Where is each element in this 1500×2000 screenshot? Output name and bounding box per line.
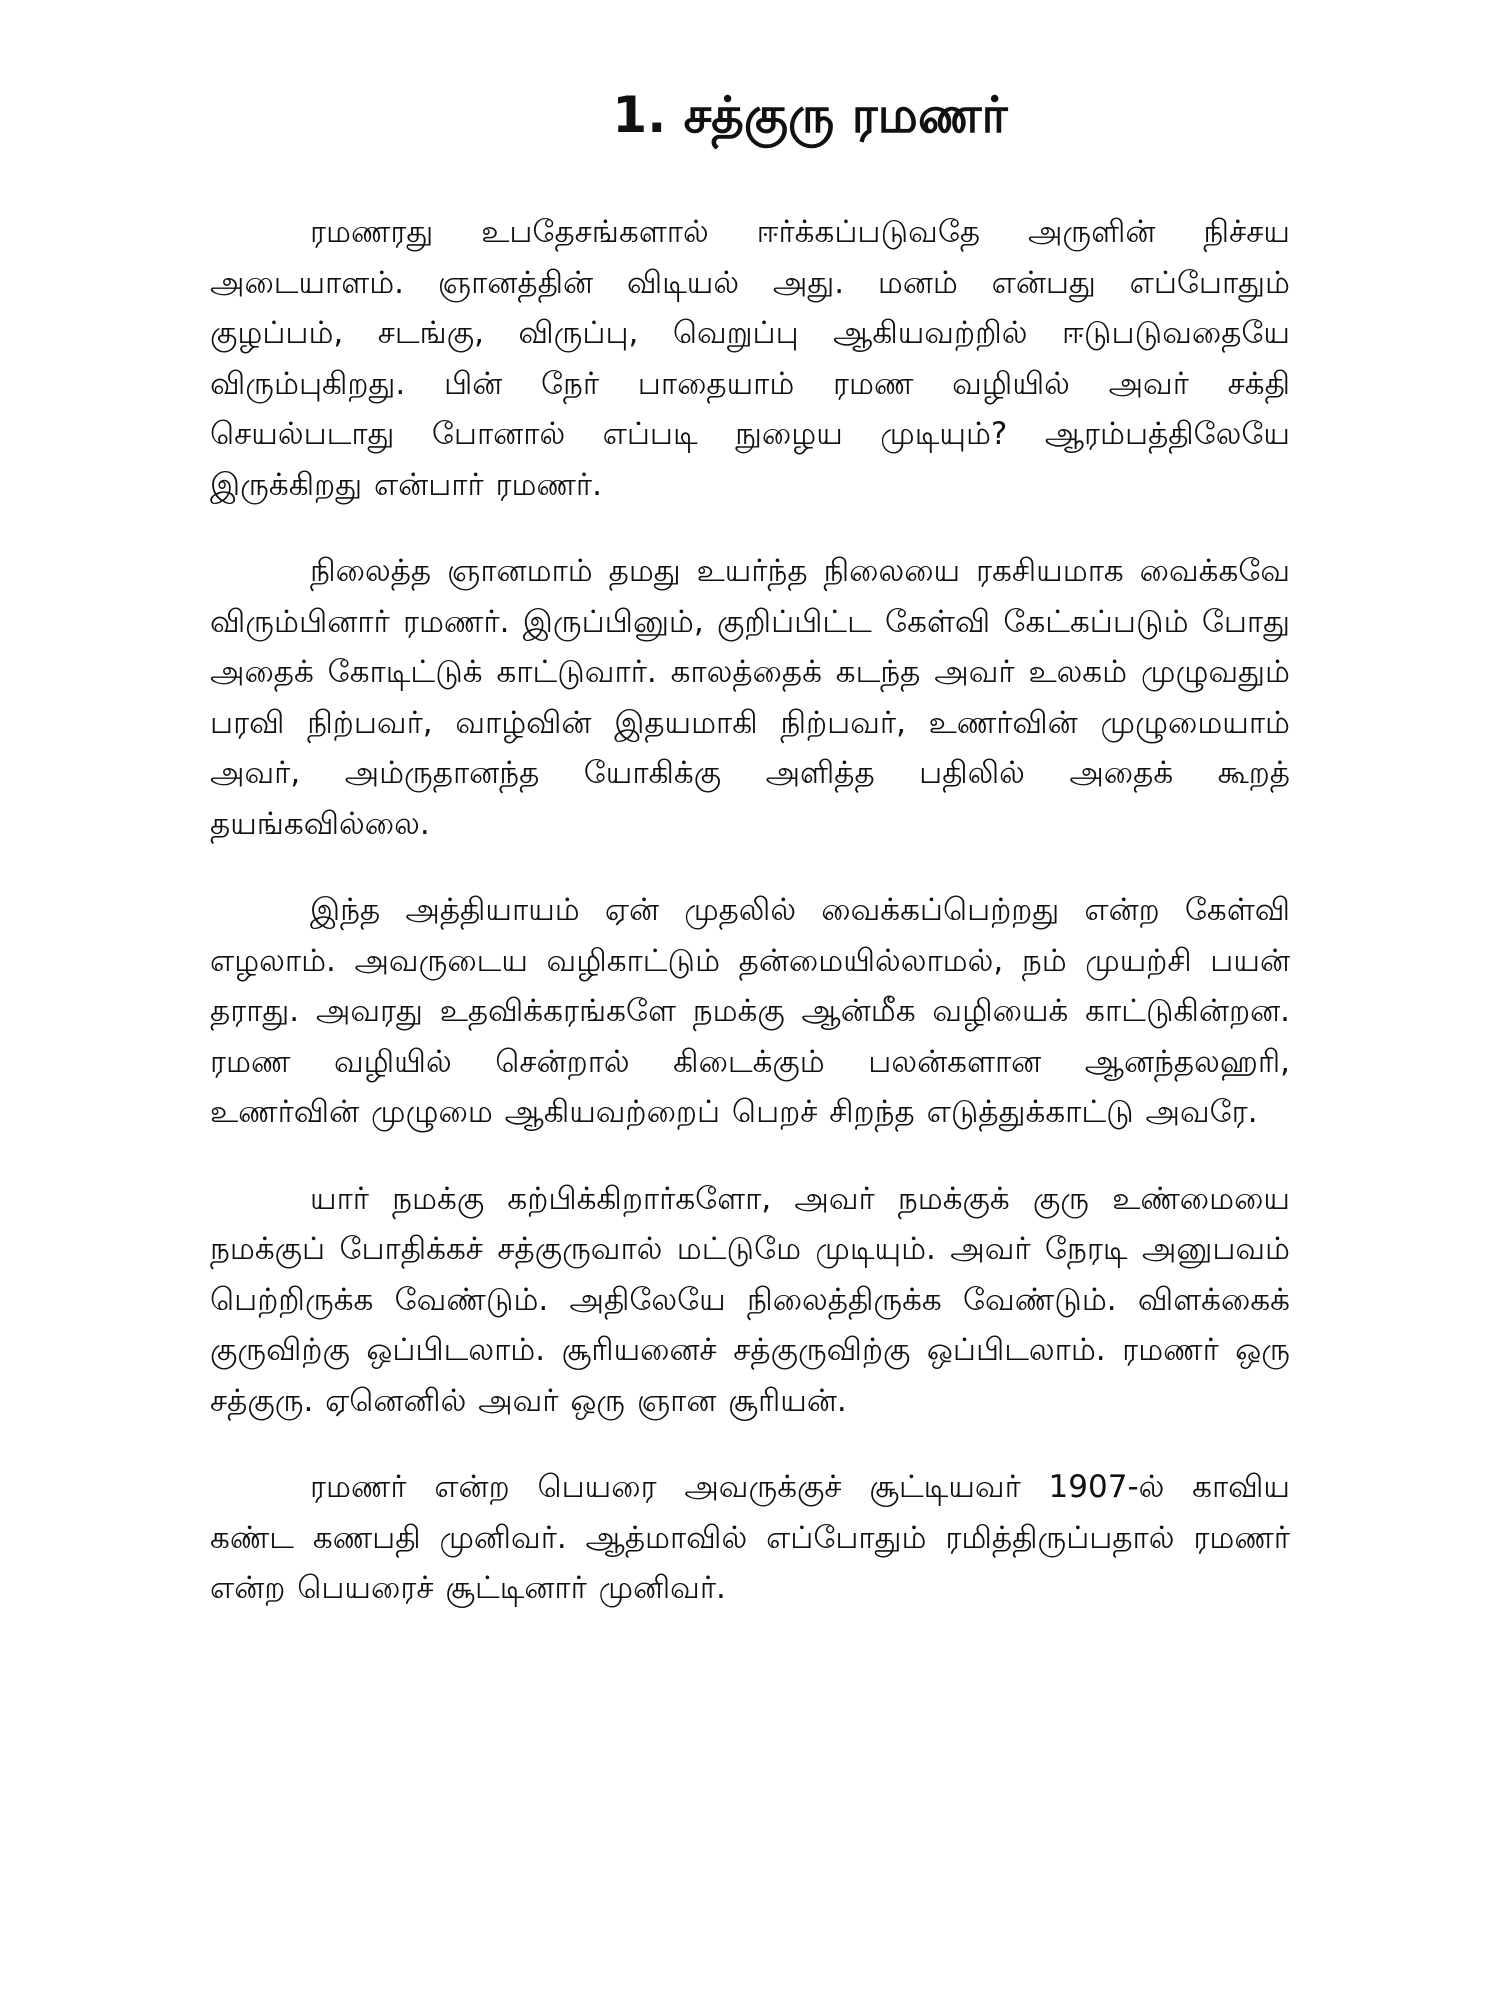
paragraph-3: இந்த அத்தியாயம் ஏன் முதலில் வைக்கப்பெற்றது என்ற கேள்வி எழலாம். அவருடைய வழிகாட்டும் தன்மையில்லாமல், நம் முயற்சி பயன் தராது. அவரது உதவிக்கரங்களே நமக்கு ஆன்மீக வழியைக் காட்டுகின்றன. ரமண வழியில் சென்றால் கிடைக்கும் பலன்களான ஆனந்தலஹரி, உணர்வின் முழுமை ஆகியவற்றைப் பெறச் சிறந்த எடுத்துக்காட்டு அவரே. <box>210 892 1290 1130</box>
chapter-title: 1. சத்குரு ரமணர் <box>612 86 1008 144</box>
paragraph-2: நிலைத்த ஞானமாம் தமது உயர்ந்த நிலையை ரகசியமாக வைக்கவே விரும்பினார் ரமணர். இருப்பினும், குறிப்பிட்ட கேள்வி கேட்கப்படும் போது அதைக் கோடிட்டுக் காட்டுவார். காலத்தைக் கடந்த அவர் உலகம் முழுவதும் பரவி நிற்பவர், வாழ்வின் இதயமாகி நிற்பவர், உணர்வின் முழுமையாம் அவர், அம்ருதானந்த யோகிக்கு அளித்த பதிலில் அதைக் கூறத் தயங்கவில்லை. <box>210 553 1290 842</box>
paragraph-4: யார் நமக்கு கற்பிக்கிறார்களோ, அவர் நமக்குக் குரு உண்மையை நமக்குப் போதிக்கச் சத்குருவால் மட்டுமே முடியும். அவர் நேரடி அனுபவம் பெற்றிருக்க வேண்டும். அதிலேயே நிலைத்திருக்க வேண்டும். விளக்கைக் குருவிற்கு ஒப்பிடலாம். சூரியனைச் சத்குருவிற்கு ஒப்பிடலாம். ரமணர் ஒரு சத்குரு. ஏனெனில் அவர் ஒரு ஞான சூரியன். <box>210 1180 1290 1419</box>
paragraph-1: ரமணரது உபதேசங்களால் ஈர்க்கப்படுவதே அருளின் நிச்சய அடையாளம். ஞானத்தின் விடியல் அது. மனம் என்பது எப்போதும் குழப்பம், சடங்கு, விருப்பு, வெறுப்பு ஆகியவற்றில் ஈடுபடுவதையே விரும்புகிறது. பின் நேர் பாதையாம் ரமண வழியில் அவர் சக்தி செயல்படாது போனால் எப்படி நுழைய முடியும்? ஆரம்பத்திலேயே இருக்கிறது என்பார் ரமணர். <box>210 214 1290 503</box>
paragraph-5: ரமணர் என்ற பெயரை அவருக்குச் சூட்டியவர் 1907-ல் காவிய கண்ட கணபதி முனிவர். ஆத்மாவில் எப்போதும் ரமித்திருப்பதால் ரமணர் என்ற பெயரைச் சூட்டினார் முனிவர். <box>210 1469 1290 1606</box>
